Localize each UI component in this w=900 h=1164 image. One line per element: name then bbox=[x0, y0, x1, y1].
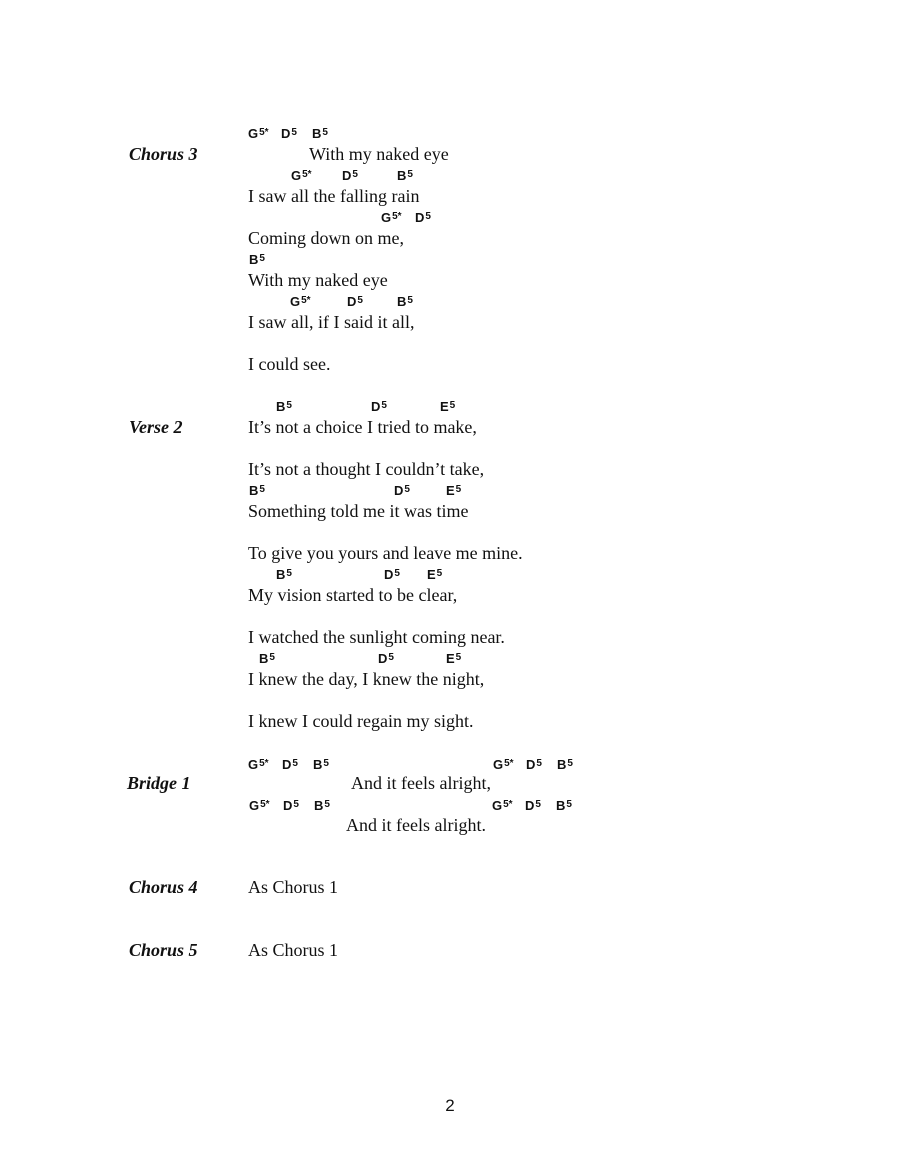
lyric-line: Coming down on me, bbox=[248, 228, 404, 248]
lyric-line: It’s not a thought I couldn’t take, bbox=[248, 459, 485, 479]
lyric-line: I knew I could regain my sight. bbox=[248, 711, 474, 731]
lyric-line: I watched the sunlight coming near. bbox=[248, 627, 505, 647]
chord: $B^5$ bbox=[557, 757, 573, 772]
chord: $G^{5*}$ bbox=[493, 757, 514, 772]
chord: $G^{5*}$ bbox=[290, 294, 311, 309]
chord: $E^5$ bbox=[427, 567, 443, 582]
chord: $B^5$ bbox=[249, 483, 265, 498]
chord: $D^5$ bbox=[281, 126, 297, 141]
chord: $E^5$ bbox=[440, 399, 456, 414]
chord: $D^5$ bbox=[384, 567, 400, 582]
lyric-line: I could see. bbox=[248, 354, 331, 374]
chord: $D^5$ bbox=[282, 757, 298, 772]
lyric-line: I knew the day, I knew the night, bbox=[248, 669, 485, 689]
chord: $D^5$ bbox=[415, 210, 431, 225]
chord: $D^5$ bbox=[283, 798, 299, 813]
lyric-line: To give you yours and leave me mine. bbox=[248, 543, 523, 563]
chord: $B^5$ bbox=[313, 757, 329, 772]
chord: $B^5$ bbox=[259, 651, 275, 666]
chord: $D^5$ bbox=[378, 651, 394, 666]
chord: $B^5$ bbox=[276, 567, 292, 582]
chord: $B^5$ bbox=[397, 294, 413, 309]
lyric-line: And it feels alright. bbox=[346, 815, 486, 835]
chord: $B^5$ bbox=[312, 126, 328, 141]
section-label-chorus-4: Chorus 4 bbox=[129, 877, 198, 897]
page-number: 2 bbox=[445, 1096, 455, 1115]
chord: $D^5$ bbox=[526, 757, 542, 772]
chord: $G^{5*}$ bbox=[381, 210, 402, 225]
lyric-line: My vision started to be clear, bbox=[248, 585, 458, 605]
chord: $B^5$ bbox=[397, 168, 413, 183]
chord: $B^5$ bbox=[556, 798, 572, 813]
lyric-line: And it feels alright, bbox=[351, 773, 491, 793]
chord: $D^5$ bbox=[347, 294, 363, 309]
chord: $D^5$ bbox=[525, 798, 541, 813]
chord: $D^5$ bbox=[394, 483, 410, 498]
chord: $D^5$ bbox=[371, 399, 387, 414]
lyric-line: It’s not a choice I tried to make, bbox=[248, 417, 477, 437]
chord: $G^{5*}$ bbox=[248, 126, 269, 141]
chord: $B^5$ bbox=[249, 252, 265, 267]
chord: $G^{5*}$ bbox=[492, 798, 513, 813]
chord: $B^5$ bbox=[276, 399, 292, 414]
section-label-chorus-5: Chorus 5 bbox=[129, 940, 198, 960]
section-reference-text: As Chorus 1 bbox=[248, 940, 339, 960]
chord: $G^{5*}$ bbox=[291, 168, 312, 183]
chord: $G^{5*}$ bbox=[249, 798, 270, 813]
section-label-verse-2: Verse 2 bbox=[129, 417, 183, 437]
section-label-bridge-1: Bridge 1 bbox=[127, 773, 191, 793]
lyric-line: Something told me it was time bbox=[248, 501, 469, 521]
lyric-line: With my naked eye bbox=[248, 270, 388, 290]
chord: $B^5$ bbox=[314, 798, 330, 813]
section-reference-text: As Chorus 1 bbox=[248, 877, 339, 897]
lyric-line: With my naked eye bbox=[309, 144, 449, 164]
lyric-line: I saw all the falling rain bbox=[248, 186, 420, 206]
chord: $E^5$ bbox=[446, 651, 462, 666]
chord: $D^5$ bbox=[342, 168, 358, 183]
chord: $G^{5*}$ bbox=[248, 757, 269, 772]
section-label-chorus-3: Chorus 3 bbox=[129, 144, 198, 164]
chord: $E^5$ bbox=[446, 483, 462, 498]
lyric-line: I saw all, if I said it all, bbox=[248, 312, 415, 332]
